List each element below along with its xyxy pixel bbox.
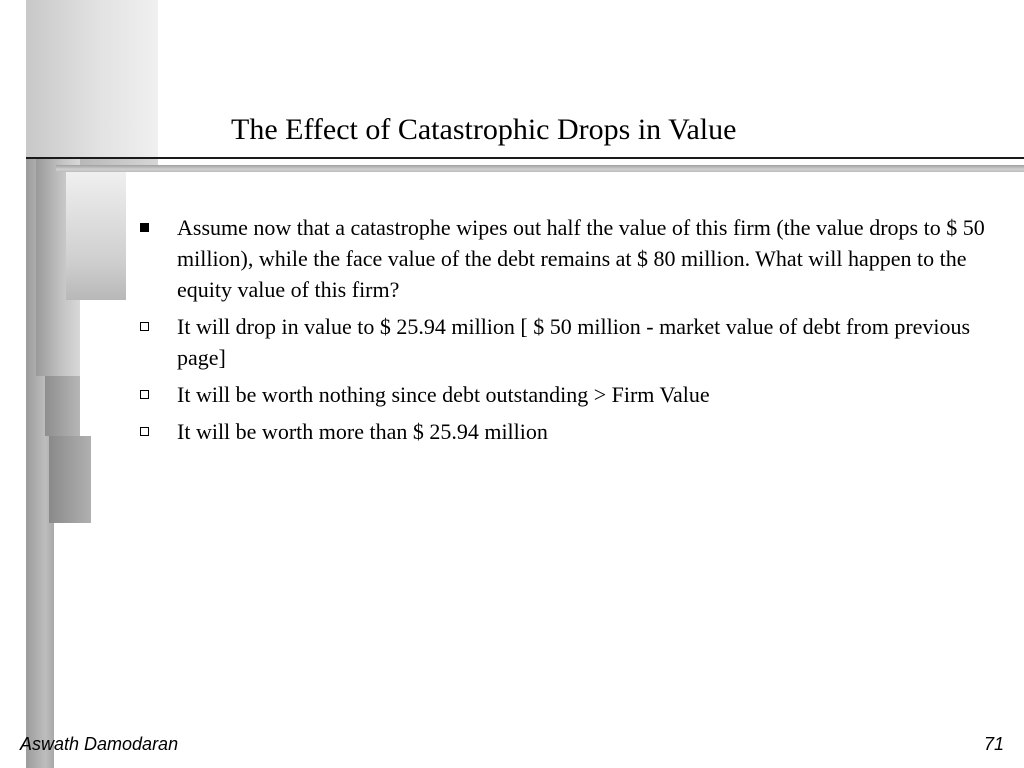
bullet-text: It will drop in value to $ 25.94 million [ $ 50 million - market value of debt from previous page] [177, 314, 971, 370]
title-divider-bar [56, 165, 1024, 172]
bullet-list [140, 212, 1000, 453]
bullet-item [140, 379, 1000, 410]
bullet-item [140, 416, 1000, 447]
bullet-text: It will be worth nothing since debt outstanding > Firm Value [177, 382, 710, 407]
page-number: 71 [983, 734, 1004, 754]
decorative-gradient-block [66, 170, 126, 300]
hollow-square-bullet-icon [140, 427, 149, 436]
decorative-gradient-block [26, 0, 158, 158]
title-divider-line [26, 157, 1024, 159]
filled-square-bullet-icon [140, 223, 149, 232]
bullet-item [140, 212, 1000, 305]
bullet-item [140, 311, 1000, 373]
decorative-gradient-block [49, 436, 91, 523]
bullet-text: It will be worth more than $ 25.94 million [177, 419, 548, 444]
slide-title: The Effect of Catastrophic Drops in Value [231, 113, 737, 146]
hollow-square-bullet-icon [140, 390, 149, 399]
bullet-text: Assume now that a catastrophe wipes out half the value of this firm (the value drops to $ 50 million), while the face value of the debt remains at $ 80 million. What will happen to the equity value of this firm? [177, 215, 985, 302]
decorative-gradient-block [45, 376, 80, 436]
hollow-square-bullet-icon [140, 322, 149, 331]
footer-author: Aswath Damodaran [20, 734, 179, 754]
